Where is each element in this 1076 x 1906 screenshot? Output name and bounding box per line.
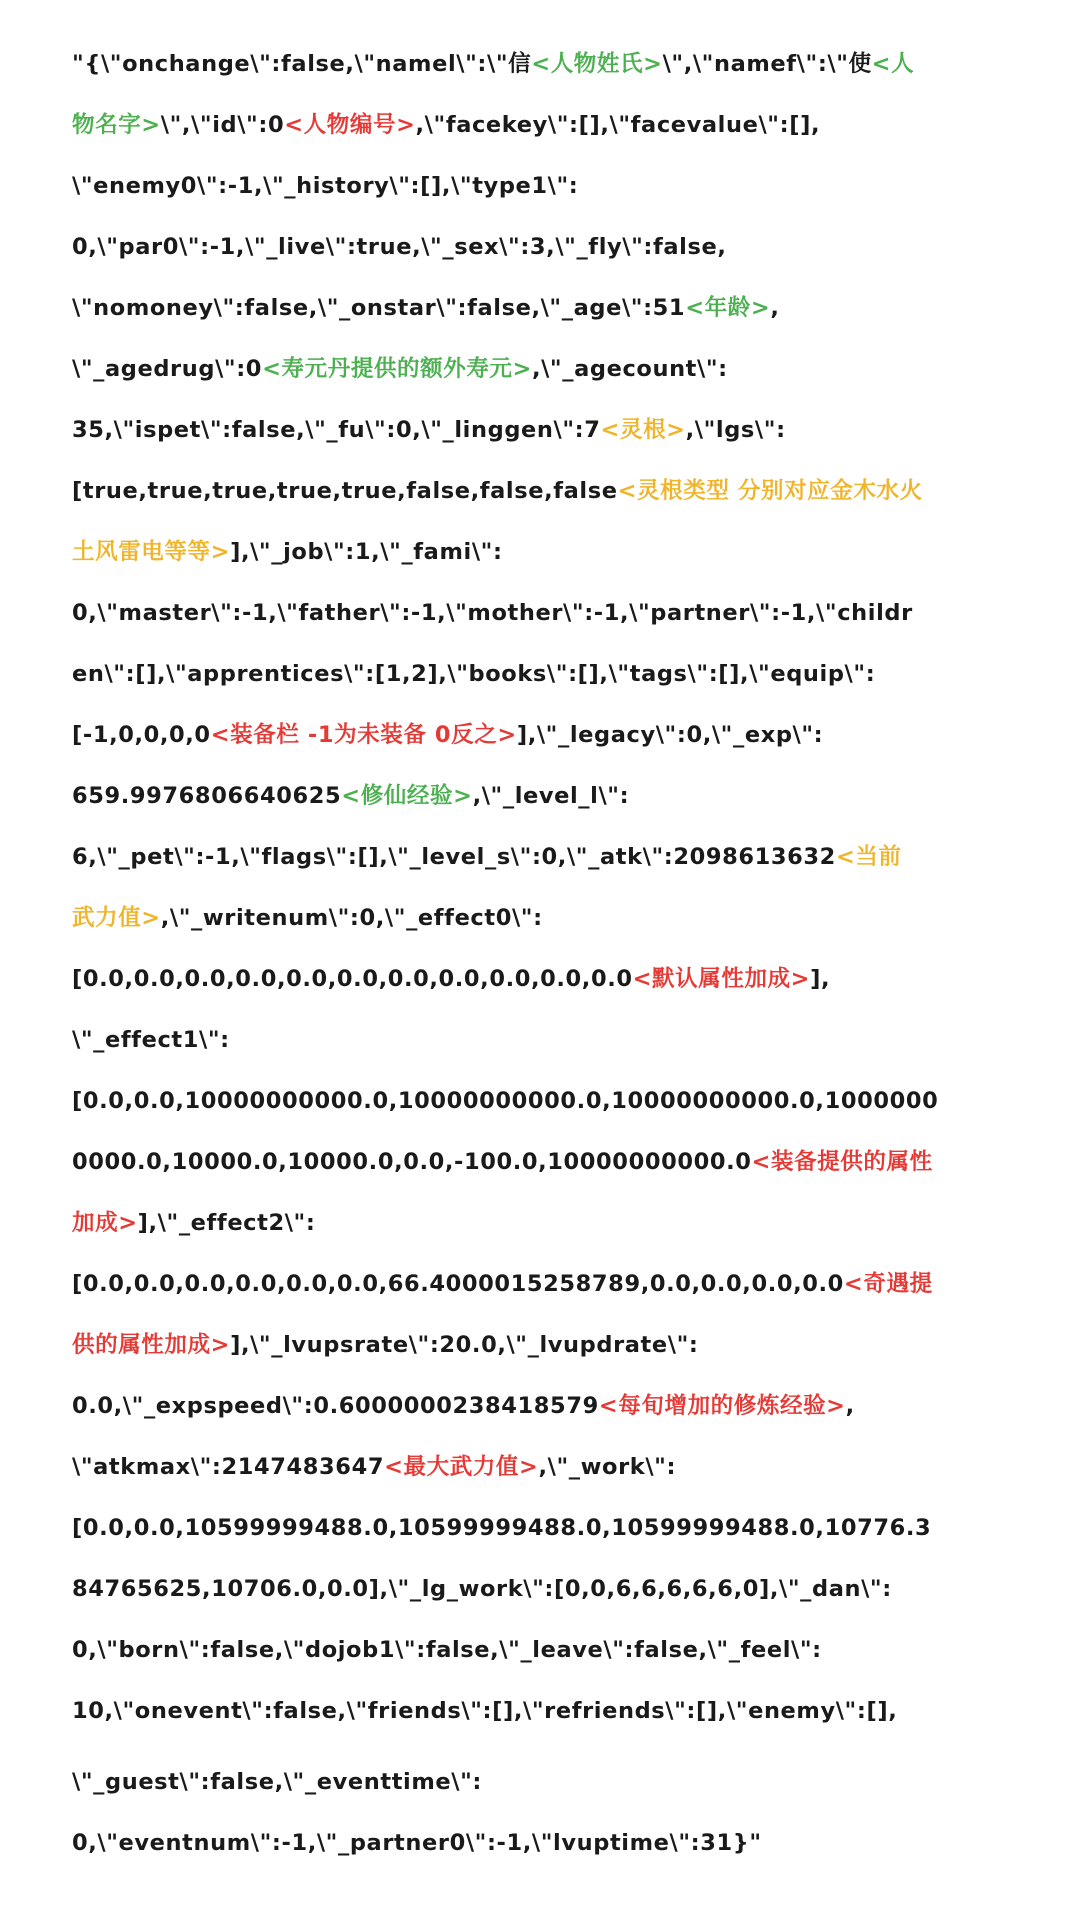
text-line [72, 461, 1016, 522]
code-segment: [0.0,0.0,0.0,0.0,0.0,0.0,66.4000015258789,0.0,0.0,0.0,0.0 [72, 1271, 844, 1297]
annotation-segment: 物名字> [72, 112, 161, 138]
code-segment: 0,\"eventnum\":-1,\"_partner0\":-1,\"lvuptime\":31}" [72, 1830, 762, 1856]
text-line [72, 278, 1016, 339]
text-line [72, 888, 1016, 949]
code-segment: \"_effect1\": [72, 1027, 230, 1053]
annotation-segment: <人物编号> [284, 112, 416, 138]
code-segment: , [845, 1393, 855, 1419]
text-line [72, 644, 1016, 705]
code-segment: ,\"_level_l\": [472, 783, 630, 809]
code-segment: [-1,0,0,0,0 [72, 722, 211, 748]
code-segment: 659.9976806640625 [72, 783, 342, 809]
code-segment: "{\"onchange\":false,\"namel\":\"信 [72, 51, 532, 77]
code-segment: ,\"lgs\": [685, 417, 786, 443]
code-segment: ,\"_agecount\": [531, 356, 728, 382]
code-segment: 10,\"onevent\":false,\"friends\":[],\"refriends\":[],\"enemy\":[], [72, 1698, 898, 1724]
annotation-segment: <装备栏 -1为未装备 0反之> [210, 722, 517, 748]
text-line [72, 156, 1016, 217]
code-segment: 0.0,\"_expspeed\":0.6000000238418579 [72, 1393, 599, 1419]
text-line [72, 583, 1016, 644]
text-line [72, 1752, 1016, 1813]
code-segment: en\":[],\"apprentices\":[1,2],\"books\":[],\"tags\":[],\"equip\": [72, 661, 876, 687]
annotation-segment: 土风雷电等等> [72, 539, 231, 565]
code-segment: \",\"namef\":\"使 [662, 51, 872, 77]
code-segment: [0.0,0.0,0.0,0.0,0.0,0.0,0.0,0.0,0.0,0.0,0.0 [72, 966, 633, 992]
code-segment: ],\"_effect2\": [137, 1210, 316, 1236]
text-line [72, 1813, 1016, 1874]
code-segment: 84765625,10706.0,0.0],\"_lg_work\":[0,0,6,6,6,6,6,0],\"_dan\": [72, 1576, 892, 1602]
code-segment: 0,\"born\":false,\"dojob1\":false,\"_leave\":false,\"_feel\": [72, 1637, 822, 1663]
annotation-segment: <装备提供的属性 [751, 1149, 933, 1175]
text-line [72, 522, 1016, 583]
annotation-segment: 供的属性加成> [72, 1332, 231, 1358]
annotation-segment: <奇遇提 [843, 1271, 933, 1297]
annotation-segment: <当前 [835, 844, 902, 870]
text-line [72, 1498, 1016, 1559]
text-line [72, 34, 1016, 95]
annotation-segment: <年龄> [685, 295, 771, 321]
text-line [72, 1376, 1016, 1437]
code-segment: 0,\"master\":-1,\"father\":-1,\"mother\":-1,\"partner\":-1,\"childr [72, 600, 913, 626]
code-segment: ,\"_writenum\":0,\"_effect0\": [160, 905, 543, 931]
text-line [72, 827, 1016, 888]
code-segment: \"atkmax\":2147483647 [72, 1454, 385, 1480]
code-segment: \",\"id\":0 [160, 112, 285, 138]
annotation-segment: <修仙经验> [341, 783, 473, 809]
code-segment: ], [810, 966, 831, 992]
text-line [72, 1315, 1016, 1376]
annotation-segment: <每旬增加的修炼经验> [598, 1393, 846, 1419]
code-segment: 0,\"par0\":-1,\"_live\":true,\"_sex\":3,\"_fly\":false, [72, 234, 727, 260]
text-line [72, 1437, 1016, 1498]
text-line [72, 217, 1016, 278]
code-segment: ],\"_job\":1,\"_fami\": [230, 539, 503, 565]
text-line [72, 1132, 1016, 1193]
annotation-segment: 加成> [72, 1210, 138, 1236]
code-segment: 6,\"_pet\":-1,\"flags\":[],\"_level_s\":0,\"_atk\":2098613632 [72, 844, 836, 870]
text-line [72, 1620, 1016, 1681]
code-segment: 0000.0,10000.0,10000.0,0.0,-100.0,10000000000.0 [72, 1149, 752, 1175]
text-line [72, 1071, 1016, 1132]
text-line [72, 400, 1016, 461]
annotation-segment: <灵根类型 分别对应金木水火 [617, 478, 923, 504]
text-line [72, 339, 1016, 400]
annotation-segment: <最大武力值> [384, 1454, 539, 1480]
code-segment: \"_agedrug\":0 [72, 356, 263, 382]
code-segment: [0.0,0.0,10000000000.0,10000000000.0,10000000000.0,1000000 [72, 1088, 939, 1114]
annotation-segment: <寿元丹提供的额外寿元> [262, 356, 532, 382]
text-line [72, 1681, 1016, 1742]
text-line [72, 766, 1016, 827]
text-line [72, 1559, 1016, 1620]
text-line [72, 95, 1016, 156]
annotation-segment: <灵根> [600, 417, 686, 443]
text-line [72, 705, 1016, 766]
annotation-segment: 武力值> [72, 905, 161, 931]
code-segment: ],\"_lvupsrate\":20.0,\"_lvupdrate\": [230, 1332, 699, 1358]
code-segment: \"enemy0\":-1,\"_history\":[],\"type1\": [72, 173, 579, 199]
code-segment: [0.0,0.0,10599999488.0,10599999488.0,10599999488.0,10776.3 [72, 1515, 932, 1541]
text-line [72, 1010, 1016, 1071]
text-line [72, 1193, 1016, 1254]
code-segment: ,\"facekey\":[],\"facevalue\":[], [415, 112, 821, 138]
code-segment: ],\"_legacy\":0,\"_exp\": [516, 722, 824, 748]
code-segment: \"_guest\":false,\"_eventtime\": [72, 1769, 483, 1795]
code-segment: [true,true,true,true,true,false,false,false [72, 478, 618, 504]
annotation-segment: <人物姓氏> [531, 51, 663, 77]
text-line [72, 949, 1016, 1010]
text-line [72, 1254, 1016, 1315]
annotation-segment: <人 [871, 51, 915, 77]
code-segment: \"nomoney\":false,\"_onstar\":false,\"_age\":51 [72, 295, 686, 321]
annotation-segment: <默认属性加成> [632, 966, 811, 992]
code-segment: , [770, 295, 780, 321]
code-segment: ,\"_work\": [538, 1454, 677, 1480]
code-segment: 35,\"ispet\":false,\"_fu\":0,\"_linggen\":7 [72, 417, 601, 443]
